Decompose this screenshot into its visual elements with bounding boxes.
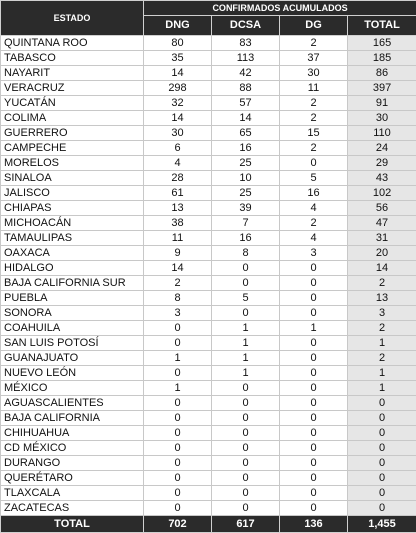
dg-cell: 2 (280, 96, 348, 111)
dng-cell: 11 (144, 231, 212, 246)
total-cell: 24 (348, 141, 416, 156)
table-row (1, 141, 416, 156)
dg-cell: 3 (280, 246, 348, 261)
estado-cell: TLAXCALA (1, 486, 144, 501)
dng-cell: 61 (144, 186, 212, 201)
table-row (1, 366, 416, 381)
dng-cell: 32 (144, 96, 212, 111)
dng-column-header: DNG (144, 16, 212, 36)
total-cell: 31 (348, 231, 416, 246)
dg-cell: 4 (280, 231, 348, 246)
estado-cell: DURANGO (1, 456, 144, 471)
total-cell: 0 (348, 441, 416, 456)
total-cell: 0 (348, 471, 416, 486)
dcsa-cell: 0 (212, 426, 280, 441)
total-cell: 3 (348, 306, 416, 321)
dng-cell: 28 (144, 171, 212, 186)
estado-cell: MICHOACÁN (1, 216, 144, 231)
total-cell: 0 (348, 426, 416, 441)
dg-cell: 0 (280, 261, 348, 276)
estado-cell: COAHUILA (1, 321, 144, 336)
dcsa-cell: 0 (212, 306, 280, 321)
table-row (1, 471, 416, 486)
dng-cell: 0 (144, 441, 212, 456)
table-row (1, 321, 416, 336)
dg-cell: 30 (280, 66, 348, 81)
dcsa-cell: 39 (212, 201, 280, 216)
estado-cell: NAYARIT (1, 66, 144, 81)
dng-cell: 0 (144, 471, 212, 486)
estado-cell: JALISCO (1, 186, 144, 201)
dg-cell: 15 (280, 126, 348, 141)
dg-cell: 0 (280, 336, 348, 351)
table-row (1, 426, 416, 441)
dg-cell: 37 (280, 51, 348, 66)
table-footer (1, 516, 416, 533)
dcsa-cell: 0 (212, 276, 280, 291)
totals-dg: 136 (280, 516, 348, 533)
total-cell: 165 (348, 36, 416, 51)
dcsa-cell: 0 (212, 261, 280, 276)
total-cell: 47 (348, 216, 416, 231)
estado-cell: BAJA CALIFORNIA (1, 411, 144, 426)
dg-cell: 0 (280, 306, 348, 321)
estado-cell: HIDALGO (1, 261, 144, 276)
dg-cell: 0 (280, 291, 348, 306)
dcsa-cell: 25 (212, 156, 280, 171)
dg-cell: 1 (280, 321, 348, 336)
dng-cell: 0 (144, 336, 212, 351)
estado-cell: SONORA (1, 306, 144, 321)
total-cell: 0 (348, 501, 416, 516)
dcsa-cell: 1 (212, 321, 280, 336)
dcsa-cell: 0 (212, 411, 280, 426)
estado-cell: NUEVO LEÓN (1, 366, 144, 381)
dng-cell: 0 (144, 366, 212, 381)
total-cell: 185 (348, 51, 416, 66)
dg-cell: 0 (280, 381, 348, 396)
total-column-header: TOTAL (348, 16, 416, 36)
dng-cell: 1 (144, 381, 212, 396)
dg-cell: 16 (280, 186, 348, 201)
total-cell: 56 (348, 201, 416, 216)
dng-cell: 38 (144, 216, 212, 231)
totals-total: 1,455 (348, 516, 416, 533)
dg-cell: 0 (280, 411, 348, 426)
estado-cell: GUANAJUATO (1, 351, 144, 366)
estado-cell: MORELOS (1, 156, 144, 171)
total-cell: 14 (348, 261, 416, 276)
dg-cell: 0 (280, 456, 348, 471)
total-cell: 20 (348, 246, 416, 261)
total-cell: 86 (348, 66, 416, 81)
dg-cell: 0 (280, 501, 348, 516)
estado-column-header: ESTADO (1, 1, 144, 36)
totals-row (1, 516, 416, 533)
dcsa-cell: 5 (212, 291, 280, 306)
table-row (1, 171, 416, 186)
table-row (1, 246, 416, 261)
dg-cell: 0 (280, 396, 348, 411)
table-row (1, 456, 416, 471)
dng-cell: 0 (144, 411, 212, 426)
dcsa-cell: 0 (212, 381, 280, 396)
total-cell: 397 (348, 81, 416, 96)
total-cell: 0 (348, 456, 416, 471)
dcsa-cell: 0 (212, 441, 280, 456)
dng-cell: 30 (144, 126, 212, 141)
estado-cell: QUERÉTARO (1, 471, 144, 486)
table-row (1, 486, 416, 501)
total-cell: 0 (348, 411, 416, 426)
estado-cell: OAXACA (1, 246, 144, 261)
dng-cell: 1 (144, 351, 212, 366)
dg-cell: 2 (280, 216, 348, 231)
estado-cell: TAMAULIPAS (1, 231, 144, 246)
total-cell: 102 (348, 186, 416, 201)
estado-cell: ZACATECAS (1, 501, 144, 516)
dg-cell: 2 (280, 36, 348, 51)
total-cell: 91 (348, 96, 416, 111)
dcsa-cell: 1 (212, 351, 280, 366)
totals-dcsa: 617 (212, 516, 280, 533)
total-cell: 2 (348, 276, 416, 291)
dng-cell: 298 (144, 81, 212, 96)
table-row (1, 96, 416, 111)
dng-cell: 3 (144, 306, 212, 321)
dng-cell: 35 (144, 51, 212, 66)
total-cell: 30 (348, 111, 416, 126)
dg-cell: 0 (280, 426, 348, 441)
dcsa-cell: 16 (212, 141, 280, 156)
dcsa-cell: 65 (212, 126, 280, 141)
dcsa-cell: 0 (212, 486, 280, 501)
table-row (1, 156, 416, 171)
estado-cell: QUINTANA ROO (1, 36, 144, 51)
table-row (1, 186, 416, 201)
dg-cell: 0 (280, 486, 348, 501)
dcsa-cell: 0 (212, 396, 280, 411)
dng-cell: 80 (144, 36, 212, 51)
dng-cell: 14 (144, 111, 212, 126)
estado-cell: MÉXICO (1, 381, 144, 396)
dg-cell: 0 (280, 276, 348, 291)
table-row (1, 441, 416, 456)
totals-label: TOTAL (1, 516, 144, 533)
total-cell: 0 (348, 486, 416, 501)
table-row (1, 66, 416, 81)
dg-cell: 4 (280, 201, 348, 216)
dcsa-cell: 14 (212, 111, 280, 126)
estado-cell: TABASCO (1, 51, 144, 66)
dcsa-cell: 0 (212, 501, 280, 516)
dng-cell: 6 (144, 141, 212, 156)
dcsa-cell: 10 (212, 171, 280, 186)
total-cell: 1 (348, 336, 416, 351)
dg-cell: 11 (280, 81, 348, 96)
estado-cell: PUEBLA (1, 291, 144, 306)
estado-cell: CAMPECHE (1, 141, 144, 156)
dcsa-cell: 0 (212, 456, 280, 471)
dg-column-header: DG (280, 16, 348, 36)
dng-cell: 0 (144, 321, 212, 336)
totals-dng: 702 (144, 516, 212, 533)
dng-cell: 0 (144, 396, 212, 411)
dcsa-cell: 57 (212, 96, 280, 111)
dg-cell: 0 (280, 156, 348, 171)
dcsa-cell: 1 (212, 336, 280, 351)
total-cell: 1 (348, 366, 416, 381)
total-cell: 2 (348, 351, 416, 366)
table-row (1, 126, 416, 141)
table-row (1, 381, 416, 396)
dcsa-cell: 113 (212, 51, 280, 66)
dcsa-cell: 7 (212, 216, 280, 231)
confirmados-acumulados-header: CONFIRMADOS ACUMULADOS (144, 1, 416, 16)
table-row (1, 336, 416, 351)
table-row (1, 291, 416, 306)
dng-cell: 8 (144, 291, 212, 306)
dcsa-cell: 0 (212, 471, 280, 486)
estado-cell: SINALOA (1, 171, 144, 186)
dng-cell: 0 (144, 456, 212, 471)
table-row (1, 111, 416, 126)
table-row (1, 351, 416, 366)
total-cell: 0 (348, 396, 416, 411)
total-cell: 13 (348, 291, 416, 306)
table-row (1, 81, 416, 96)
total-cell: 43 (348, 171, 416, 186)
dcsa-cell: 83 (212, 36, 280, 51)
table-row (1, 36, 416, 51)
dng-cell: 13 (144, 201, 212, 216)
table-row (1, 501, 416, 516)
dng-cell: 9 (144, 246, 212, 261)
table-row (1, 51, 416, 66)
table-row (1, 231, 416, 246)
dg-cell: 0 (280, 471, 348, 486)
dng-cell: 0 (144, 501, 212, 516)
estado-cell: CHIHUAHUA (1, 426, 144, 441)
dg-cell: 2 (280, 111, 348, 126)
dcsa-cell: 1 (212, 366, 280, 381)
table-row (1, 216, 416, 231)
table-row (1, 261, 416, 276)
dng-cell: 0 (144, 486, 212, 501)
dg-cell: 2 (280, 141, 348, 156)
dcsa-cell: 25 (212, 186, 280, 201)
total-cell: 110 (348, 126, 416, 141)
table-row (1, 201, 416, 216)
estado-cell: AGUASCALIENTES (1, 396, 144, 411)
dg-cell: 0 (280, 441, 348, 456)
dcsa-column-header: DCSA (212, 16, 280, 36)
dng-cell: 14 (144, 261, 212, 276)
estado-cell: VERACRUZ (1, 81, 144, 96)
total-cell: 1 (348, 381, 416, 396)
dcsa-cell: 16 (212, 231, 280, 246)
dng-cell: 4 (144, 156, 212, 171)
dcsa-cell: 42 (212, 66, 280, 81)
dcsa-cell: 8 (212, 246, 280, 261)
dng-cell: 2 (144, 276, 212, 291)
total-cell: 29 (348, 156, 416, 171)
estado-cell: BAJA CALIFORNIA SUR (1, 276, 144, 291)
dng-cell: 0 (144, 426, 212, 441)
table-row (1, 396, 416, 411)
estado-cell: YUCATÁN (1, 96, 144, 111)
estado-cell: CHIAPAS (1, 201, 144, 216)
dg-cell: 0 (280, 351, 348, 366)
dng-cell: 14 (144, 66, 212, 81)
table-row (1, 276, 416, 291)
table-body (1, 36, 416, 516)
table-header (1, 1, 416, 36)
estado-cell: SAN LUIS POTOSÍ (1, 336, 144, 351)
table-row (1, 306, 416, 321)
total-cell: 2 (348, 321, 416, 336)
table-row (1, 411, 416, 426)
dcsa-cell: 88 (212, 81, 280, 96)
dg-cell: 0 (280, 366, 348, 381)
estado-cell: COLIMA (1, 111, 144, 126)
estado-cell: CD MÉXICO (1, 441, 144, 456)
estado-cell: GUERRERO (1, 126, 144, 141)
dg-cell: 5 (280, 171, 348, 186)
